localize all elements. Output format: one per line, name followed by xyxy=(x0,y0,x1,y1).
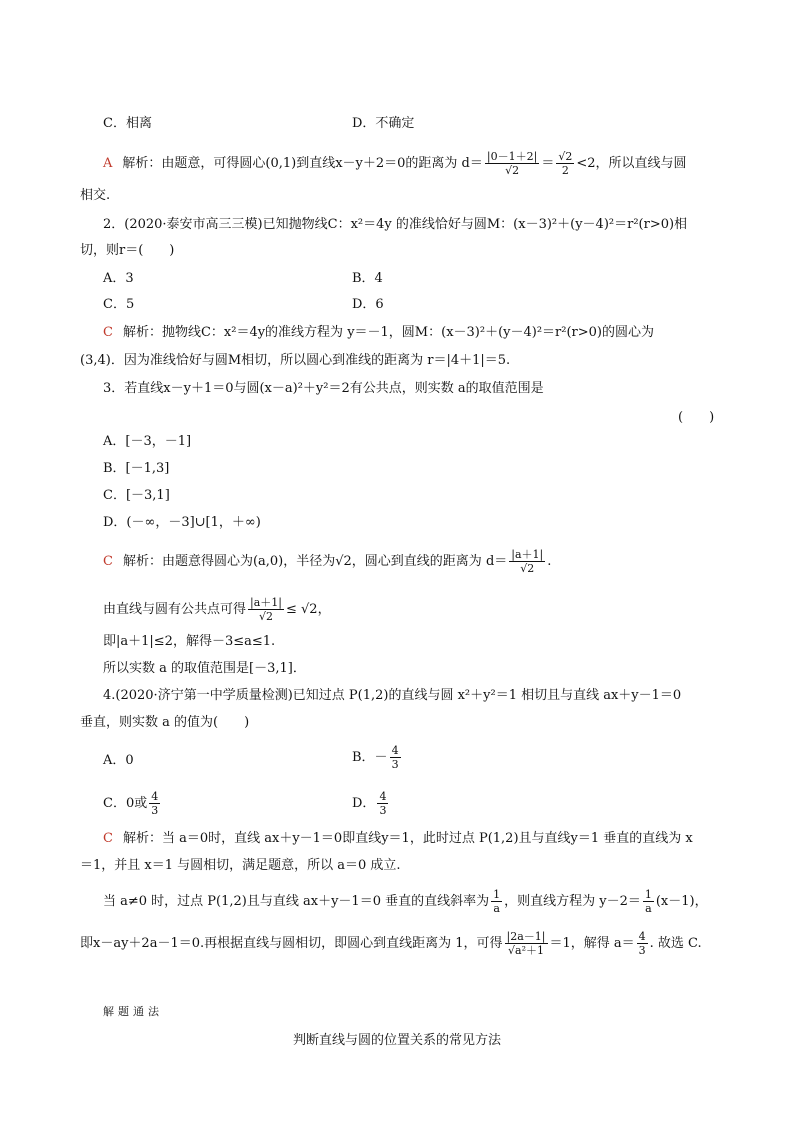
answer-text: 解析：抛物线C：x²＝4y的准线方程为 y＝－1，圆M：(x－3)²＋(y－4)²＝r²(r>0)的圆心为 xyxy=(122,325,654,340)
section-label: 解题通法 xyxy=(103,1005,163,1018)
option-d: D．(－∞，－3]∪[1，＋∞) xyxy=(103,515,261,530)
option-d: D．6 xyxy=(352,297,384,312)
question-2: 2．(2020·泰安市高三三模)已知抛物线C：x²＝4y 的准线恰好与圆M：(x－3)²＋(y－4)²＝r²(r>0)相 xyxy=(103,217,688,232)
answer-text-end: . 故选 C. xyxy=(649,936,702,951)
option-c: C．相离 xyxy=(103,116,152,131)
answer-paren: ( ) xyxy=(678,410,715,425)
option-b: B．4 xyxy=(352,271,383,286)
fraction: $\frac{|a+1|}{√2}$ xyxy=(250,596,282,623)
answer-4 xyxy=(103,830,693,848)
question-3: 3．若直线x－y＋1＝0与圆(x－a)²＋y²＝2有公共点，则实数 a的取值范围是 xyxy=(103,381,544,396)
answer-3-cont3: 所以实数 a 的取值范围是[－3,1]． xyxy=(103,661,306,676)
answer-text: 即x－ay＋2a－1＝0.再根据直线与圆相切，即圆心到直线距离为 1，可得 xyxy=(80,936,503,951)
option-a: A．[－3，－1] xyxy=(103,434,192,449)
option-c: C．[－3,1] xyxy=(103,488,170,503)
answer-text: 当 a≠0 时，过点 P(1,2)且与直线 ax＋y－1＝0 垂直的直线斜率为 xyxy=(103,894,490,909)
question-4: 4.(2020·济宁第一中学质量检测)已知过点 P(1,2)的直线与圆 x²＋y²＝1 相切且与直线 ax＋y－1＝0 xyxy=(103,688,682,703)
fraction: $\frac{|2a-1|}{\text{√a²＋1}}$ xyxy=(506,930,546,957)
option-text: B．－ xyxy=(352,750,388,765)
answer-text-end: (x－1)， xyxy=(655,894,708,909)
answer-2-cont: (3,4)．因为准线恰好与圆M相切，所以圆心到准线的距离为 r＝|4＋1|＝5. xyxy=(80,353,511,368)
answer-text: ，则直线方程为 y－2＝ xyxy=(504,894,641,909)
fraction: $\frac{4}{3}$ xyxy=(151,790,159,817)
option-c: C．5 xyxy=(103,297,135,312)
fraction: $\frac{1}{a}$ xyxy=(493,888,501,915)
answer-text: 解析：由题意，可得圆心(0,1)到直线x－y＋2＝0的距离为 d＝ xyxy=(122,156,483,171)
option-c xyxy=(103,790,162,817)
answer-3 xyxy=(103,548,551,575)
fraction: $\frac{4}{3}$ xyxy=(391,744,399,771)
fraction: $\frac{4}{3}$ xyxy=(638,930,646,957)
option-text: D． xyxy=(352,796,376,811)
fraction: $\frac{1}{a}$ xyxy=(644,888,652,915)
answer-text-end: ≤ √2， xyxy=(285,602,331,617)
fraction: $\frac{|a+1|}{√2}$ xyxy=(511,548,544,575)
answer-letter: C xyxy=(103,831,113,846)
question-4-cont: 垂直，则实数 a 的值为( ) xyxy=(80,715,250,730)
section-title: 判断直线与圆的位置关系的常见方法 xyxy=(292,1033,501,1048)
option-d: D．不确定 xyxy=(352,116,415,131)
answer-4-cont2 xyxy=(103,888,708,915)
answer-text-end: <2，所以直线与圆 xyxy=(576,156,687,171)
answer-1 xyxy=(103,150,687,177)
answer-4-cont3 xyxy=(80,930,702,957)
answer-text: ＝1，解得 a＝ xyxy=(549,936,635,951)
fraction: $\frac{4}{3}$ xyxy=(379,790,387,817)
period: . xyxy=(547,554,552,569)
answer-letter: A xyxy=(103,156,113,171)
answer-3-cont2: 即|a＋1|≤2，解得－3≤a≤1. xyxy=(103,634,276,649)
option-a: A．0 xyxy=(103,753,134,768)
equals: ＝ xyxy=(541,156,555,171)
option-b: B．[－1,3] xyxy=(103,461,170,476)
answer-4-cont: ＝1，并且 x＝1 与圆相切，满足题意，所以 a＝0 成立. xyxy=(80,858,401,873)
answer-text: 解析：由题意得圆心为(a,0)，半径为√2，圆心到直线的距离为 d＝ xyxy=(122,554,508,569)
fraction: $\frac{√2}{2}$ xyxy=(558,150,573,177)
answer-1-cont: 相交. xyxy=(80,188,111,203)
option-text: C．0或 xyxy=(103,796,148,811)
answer-letter: C xyxy=(103,554,113,569)
option-b xyxy=(352,744,403,771)
answer-text: 解析：当 a＝0时，直线 ax＋y－1＝0即直线y＝1，此时过点 P(1,2)且与直线y＝1 垂直的直线为 x xyxy=(122,831,693,846)
fraction: $\frac{|0-1+2|}{√2}$ xyxy=(486,150,538,177)
option-d xyxy=(352,790,390,817)
answer-letter: C xyxy=(103,325,113,340)
answer-text: 由直线与圆有公共点可得 xyxy=(103,602,247,617)
question-2-cont: 切，则r＝( ) xyxy=(80,243,175,258)
option-a: A．3 xyxy=(103,271,134,286)
answer-2 xyxy=(103,324,654,342)
answer-3-cont xyxy=(103,596,331,623)
